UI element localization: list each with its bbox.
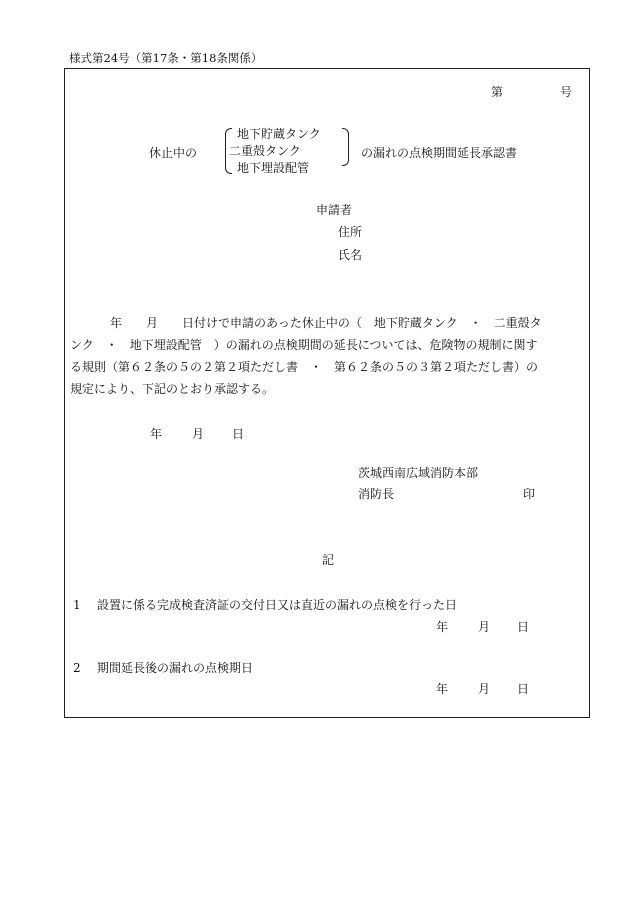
item-1-day: 日 — [517, 620, 530, 634]
title-option-1: 地下貯蔵タンク — [237, 127, 321, 141]
issuer-title: 消防長 — [358, 487, 395, 501]
body-line-4: 規定により、下記のとおり承認する。 — [70, 382, 275, 396]
ki-heading: 記 — [322, 553, 335, 567]
body-line-2: ンク ・ 地下埋設配管 ）の漏れの点検期間の延長については、危険物の規制に関す — [70, 338, 538, 352]
item-2-number: 2 — [73, 661, 81, 675]
form-code: 様式第24号（第17条・第18条関係） — [69, 51, 263, 65]
item-1-month: 月 — [478, 620, 491, 634]
name-label: 氏名 — [338, 248, 363, 262]
body-line-1: 年 月 日付けで申請のあった休止中の（ 地下貯蔵タンク ・ 二重殻タ — [110, 316, 542, 330]
title-prefix: 休止中の — [149, 146, 198, 160]
item-1-text: 設置に係る完成検査済証の交付日又は直近の漏れの点検を行った日 — [97, 598, 458, 612]
right-bracket — [342, 128, 349, 166]
date-day: 日 — [232, 427, 245, 441]
applicant-label: 申請者 — [316, 203, 353, 217]
item-1-year: 年 — [436, 620, 449, 634]
issuer-org: 茨城西南広域消防本部 — [358, 466, 479, 480]
body-line-3: る規則（第６２条の５の２第２項ただし書 ・ 第６２条の５の３第２項ただし書）の — [70, 360, 539, 374]
number-dai: 第 — [491, 85, 504, 99]
item-2-text: 期間延長後の漏れの点検期日 — [97, 661, 254, 675]
item-1-number: 1 — [73, 598, 81, 612]
item-2-year: 年 — [436, 682, 449, 696]
date-month: 月 — [192, 427, 205, 441]
number-go: 号 — [560, 85, 573, 99]
item-2-month: 月 — [478, 682, 491, 696]
title-suffix: の漏れの点検期間延長承認書 — [361, 146, 518, 160]
item-2-day: 日 — [517, 682, 530, 696]
seal-mark: 印 — [523, 487, 536, 501]
address-label: 住所 — [338, 225, 363, 239]
title-option-2: 二重殻タンク — [229, 144, 301, 158]
date-year: 年 — [150, 427, 163, 441]
title-option-3: 地下埋設配管 — [237, 161, 310, 175]
